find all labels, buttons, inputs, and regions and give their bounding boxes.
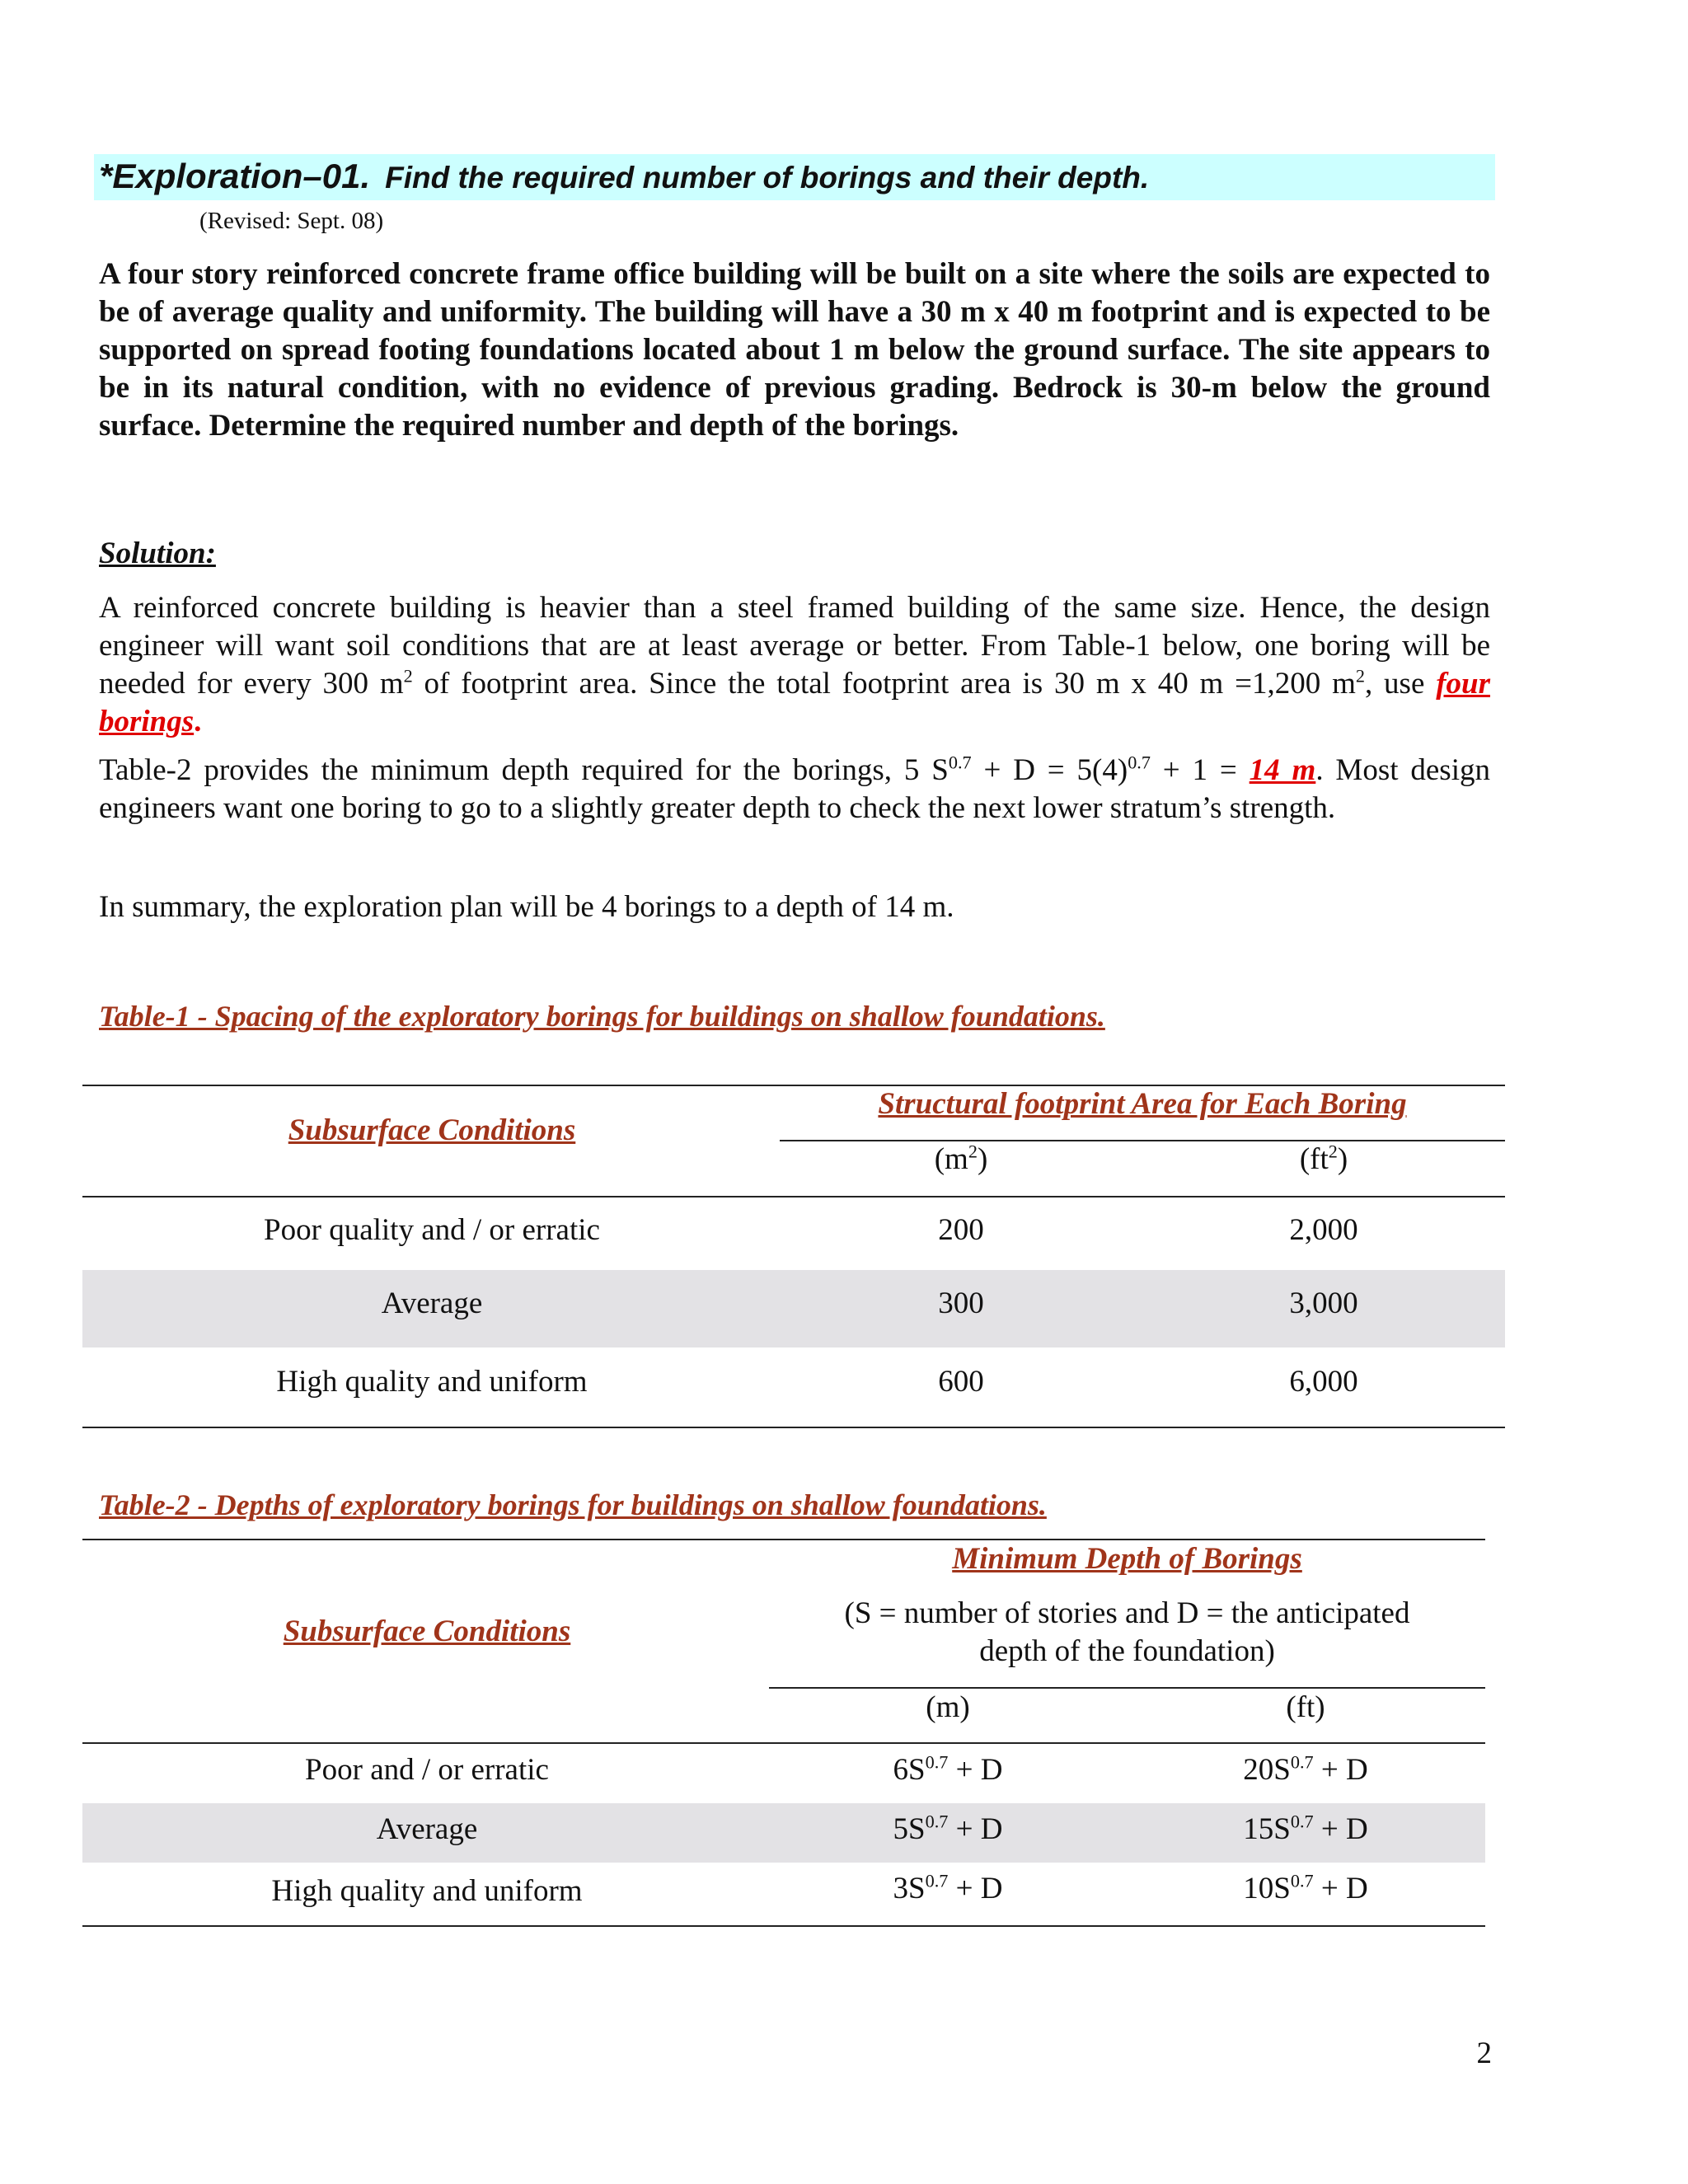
answer-number-of-borings: four borings xyxy=(99,667,1490,738)
revised-note: (Revised: Sept. 08) xyxy=(199,208,384,234)
solution-paragraph-2: Table-2 provides the minimum depth required for the borings, 5 $S^{0.7} + D = 5(4)^{0.7} + 1 = 14$ m. Most design engineers want one boring to go to a slightly greater depth to check the next lower stratum’s strength. xyxy=(99,752,1490,825)
table-row: High quality and uniform $3S^{0.7} + D$ $10S^{0.7} + D$ xyxy=(271,1870,1368,1908)
table1-unit-ft2: $(ft^2)$ xyxy=(1299,1141,1348,1176)
table2-note-line1: (S = number of stories and D = the anticipated xyxy=(844,1596,1410,1630)
page-number: 2 xyxy=(1476,2036,1492,2070)
table1-header-rule xyxy=(82,1196,1505,1197)
solution-heading: Solution: xyxy=(99,537,216,570)
problem-statement: A four story reinforced concrete frame office building will be built on a site where the soils are expected to be of average quality and uniformity. The building will have a 30 m x 40 m footprint and is expected to be supported on spread footing foundations located about 1 m below the ground surface. The site appears to be in its natural condition, with no evidence of previous grading. Bedrock is 30-m below the ground surface. Determine the required number and depth of the borings. xyxy=(99,257,1490,443)
title-subtitle: Find the required number of borings and their depth. xyxy=(385,161,1150,194)
solution-summary: In summary, the exploration plan will be 4 borings to a depth of 14 m. xyxy=(99,890,954,924)
table2-group-header: Minimum Depth of Borings xyxy=(952,1542,1302,1576)
table-row: Poor and / or erratic $6S^{0.7} + D$ $20S^{0.7} + D$ xyxy=(305,1751,1368,1787)
table2-unit-m: (m) xyxy=(926,1690,970,1724)
table2-group-rule xyxy=(769,1687,1485,1689)
table-row: Average $5S^{0.7} + D$ $15S^{0.7} + D$ xyxy=(82,1803,1485,1863)
page-title xyxy=(99,157,1149,196)
table1-unit-m2: $(m^2)$ xyxy=(934,1141,988,1176)
table-row: Average 300 3,000 xyxy=(82,1270,1505,1347)
answer-boring-depth: 14 m xyxy=(1249,753,1316,787)
table2-top-rule xyxy=(82,1539,1485,1540)
solution-paragraph-1: A reinforced concrete building is heavier than a steel framed building of the same size. Hence, the design engineer will want soil conditions that are at least average or better. From Table-1 below, one boring will be needed for every 300 $m^2$ of footprint area. Since the total footprint area is 30 m x 40 m =1,200 $m^2$, use four borings. xyxy=(99,591,1490,738)
table2-bottom-rule xyxy=(82,1925,1485,1927)
table1-col-conditions-header: Subsurface Conditions xyxy=(288,1113,576,1147)
table1-caption: Table-1 - Spacing of the exploratory borings for buildings on shallow foundations. xyxy=(99,1000,1105,1033)
table2-note-line2: depth of the foundation) xyxy=(979,1634,1275,1668)
table-row: Poor quality and / or erratic 200 2,000 xyxy=(264,1213,1358,1247)
table2-col-conditions-header: Subsurface Conditions xyxy=(283,1615,571,1648)
table2-caption: Table-2 - Depths of exploratory borings for buildings on shallow foundations. xyxy=(99,1488,1047,1521)
table1-bottom-rule xyxy=(82,1427,1505,1428)
table-row: High quality and uniform 600 6,000 xyxy=(276,1365,1358,1399)
title-heading: *Exploration–01. xyxy=(99,157,371,195)
table2-unit-ft: (ft) xyxy=(1286,1690,1325,1724)
table1-group-header: Structural footprint Area for Each Boring xyxy=(878,1087,1407,1121)
